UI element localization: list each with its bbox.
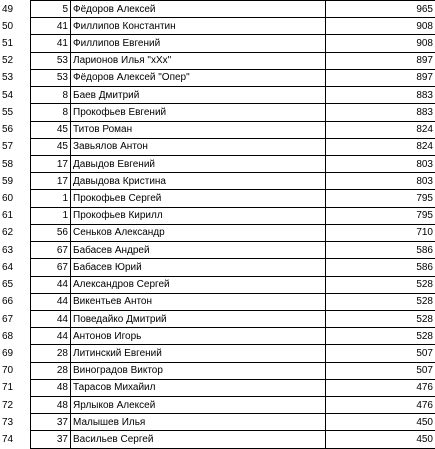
score-cell: 824 — [326, 121, 435, 138]
row-number-cell: 63 — [0, 242, 31, 259]
score-cell: 795 — [326, 190, 435, 207]
table-row — [0, 293, 435, 310]
name-cell: Прокофьев Кирилл — [71, 207, 326, 224]
row-number-cell: 62 — [0, 224, 31, 241]
number-cell: 44 — [31, 310, 71, 327]
name-cell: Бабасев Андрей — [71, 242, 326, 259]
score-cell: 528 — [326, 276, 435, 293]
row-number-cell: 52 — [0, 52, 31, 69]
number-cell: 28 — [31, 345, 71, 362]
table-row — [0, 310, 435, 327]
table-row — [0, 276, 435, 293]
score-cell: 586 — [326, 242, 435, 259]
score-cell: 965 — [326, 1, 435, 18]
table-row — [0, 18, 435, 35]
table-row — [0, 345, 435, 362]
row-number-cell: 57 — [0, 138, 31, 155]
score-cell: 908 — [326, 18, 435, 35]
row-number-cell: 74 — [0, 431, 31, 448]
name-cell: Филлипов Константин — [71, 18, 326, 35]
number-cell: 37 — [31, 414, 71, 431]
number-cell: 37 — [31, 431, 71, 448]
number-cell: 8 — [31, 104, 71, 121]
name-cell: Давыдов Евгений — [71, 155, 326, 172]
row-number-cell: 59 — [0, 173, 31, 190]
table-row — [0, 242, 435, 259]
score-cell: 897 — [326, 52, 435, 69]
table-row — [0, 121, 435, 138]
table-row — [0, 52, 435, 69]
number-cell: 44 — [31, 276, 71, 293]
name-cell: Литинский Евгений — [71, 345, 326, 362]
name-cell: Ярлыков Алексей — [71, 397, 326, 414]
table-row — [0, 69, 435, 86]
score-cell: 908 — [326, 35, 435, 52]
score-cell: 528 — [326, 328, 435, 345]
table-row — [0, 362, 435, 379]
row-number-cell: 64 — [0, 259, 31, 276]
number-cell: 8 — [31, 87, 71, 104]
table-row — [0, 35, 435, 52]
number-cell: 45 — [31, 121, 71, 138]
number-cell: 1 — [31, 190, 71, 207]
results-table-body — [0, 1, 435, 449]
name-cell: Александров Сергей — [71, 276, 326, 293]
row-number-cell: 72 — [0, 397, 31, 414]
name-cell: Бабасев Юрий — [71, 259, 326, 276]
table-row — [0, 328, 435, 345]
score-cell: 450 — [326, 431, 435, 448]
score-cell: 528 — [326, 310, 435, 327]
table-row — [0, 190, 435, 207]
number-cell: 53 — [31, 52, 71, 69]
name-cell: Филлипов Евгений — [71, 35, 326, 52]
row-number-cell: 51 — [0, 35, 31, 52]
name-cell: Викентьев Антон — [71, 293, 326, 310]
name-cell: Сеньков Александр — [71, 224, 326, 241]
row-number-cell: 49 — [0, 1, 31, 18]
score-cell: 476 — [326, 397, 435, 414]
score-cell: 883 — [326, 87, 435, 104]
row-number-cell: 69 — [0, 345, 31, 362]
row-number-cell: 61 — [0, 207, 31, 224]
row-number-cell: 65 — [0, 276, 31, 293]
row-number-cell: 54 — [0, 87, 31, 104]
row-number-cell: 68 — [0, 328, 31, 345]
name-cell: Давыдова Кристина — [71, 173, 326, 190]
number-cell: 1 — [31, 207, 71, 224]
number-cell: 41 — [31, 35, 71, 52]
name-cell: Ларионов Илья "xXx" — [71, 52, 326, 69]
name-cell: Васильев Сергей — [71, 431, 326, 448]
name-cell: Виноградов Виктор — [71, 362, 326, 379]
number-cell: 44 — [31, 293, 71, 310]
name-cell: Малышев Илья — [71, 414, 326, 431]
name-cell: Фёдоров Алексей — [71, 1, 326, 18]
table-row — [0, 104, 435, 121]
table-row — [0, 87, 435, 104]
number-cell: 67 — [31, 259, 71, 276]
number-cell: 17 — [31, 173, 71, 190]
number-cell: 67 — [31, 242, 71, 259]
table-row — [0, 414, 435, 431]
row-number-cell: 56 — [0, 121, 31, 138]
name-cell: Титов Роман — [71, 121, 326, 138]
score-cell: 507 — [326, 362, 435, 379]
name-cell: Завьялов Антон — [71, 138, 326, 155]
table-row — [0, 155, 435, 172]
table-row — [0, 259, 435, 276]
table-row — [0, 173, 435, 190]
score-cell: 476 — [326, 379, 435, 396]
row-number-cell: 50 — [0, 18, 31, 35]
table-row — [0, 1, 435, 18]
number-cell: 56 — [31, 224, 71, 241]
row-number-cell: 66 — [0, 293, 31, 310]
name-cell: Поведайко Дмитрий — [71, 310, 326, 327]
score-cell: 507 — [326, 345, 435, 362]
number-cell: 53 — [31, 69, 71, 86]
table-row — [0, 431, 435, 448]
row-number-cell: 53 — [0, 69, 31, 86]
row-number-cell: 71 — [0, 379, 31, 396]
row-number-cell: 73 — [0, 414, 31, 431]
row-number-cell: 67 — [0, 310, 31, 327]
score-cell: 897 — [326, 69, 435, 86]
name-cell: Антонов Игорь — [71, 328, 326, 345]
score-cell: 528 — [326, 293, 435, 310]
name-cell: Фёдоров Алексей "Опер" — [71, 69, 326, 86]
row-number-cell: 70 — [0, 362, 31, 379]
row-number-cell: 58 — [0, 155, 31, 172]
table-row — [0, 397, 435, 414]
score-cell: 710 — [326, 224, 435, 241]
number-cell: 17 — [31, 155, 71, 172]
number-cell: 44 — [31, 328, 71, 345]
score-cell: 450 — [326, 414, 435, 431]
table-row — [0, 138, 435, 155]
table-row — [0, 224, 435, 241]
table-row — [0, 207, 435, 224]
number-cell: 28 — [31, 362, 71, 379]
score-cell: 883 — [326, 104, 435, 121]
number-cell: 48 — [31, 397, 71, 414]
name-cell: Тарасов Михайил — [71, 379, 326, 396]
number-cell: 45 — [31, 138, 71, 155]
name-cell: Баев Дмитрий — [71, 87, 326, 104]
table-row — [0, 379, 435, 396]
number-cell: 5 — [31, 1, 71, 18]
row-number-cell: 55 — [0, 104, 31, 121]
score-cell: 795 — [326, 207, 435, 224]
name-cell: Прокофьев Евгений — [71, 104, 326, 121]
number-cell: 41 — [31, 18, 71, 35]
name-cell: Прокофьев Сергей — [71, 190, 326, 207]
number-cell: 48 — [31, 379, 71, 396]
row-number-cell: 60 — [0, 190, 31, 207]
score-cell: 586 — [326, 259, 435, 276]
score-cell: 803 — [326, 155, 435, 172]
score-cell: 824 — [326, 138, 435, 155]
score-cell: 803 — [326, 173, 435, 190]
